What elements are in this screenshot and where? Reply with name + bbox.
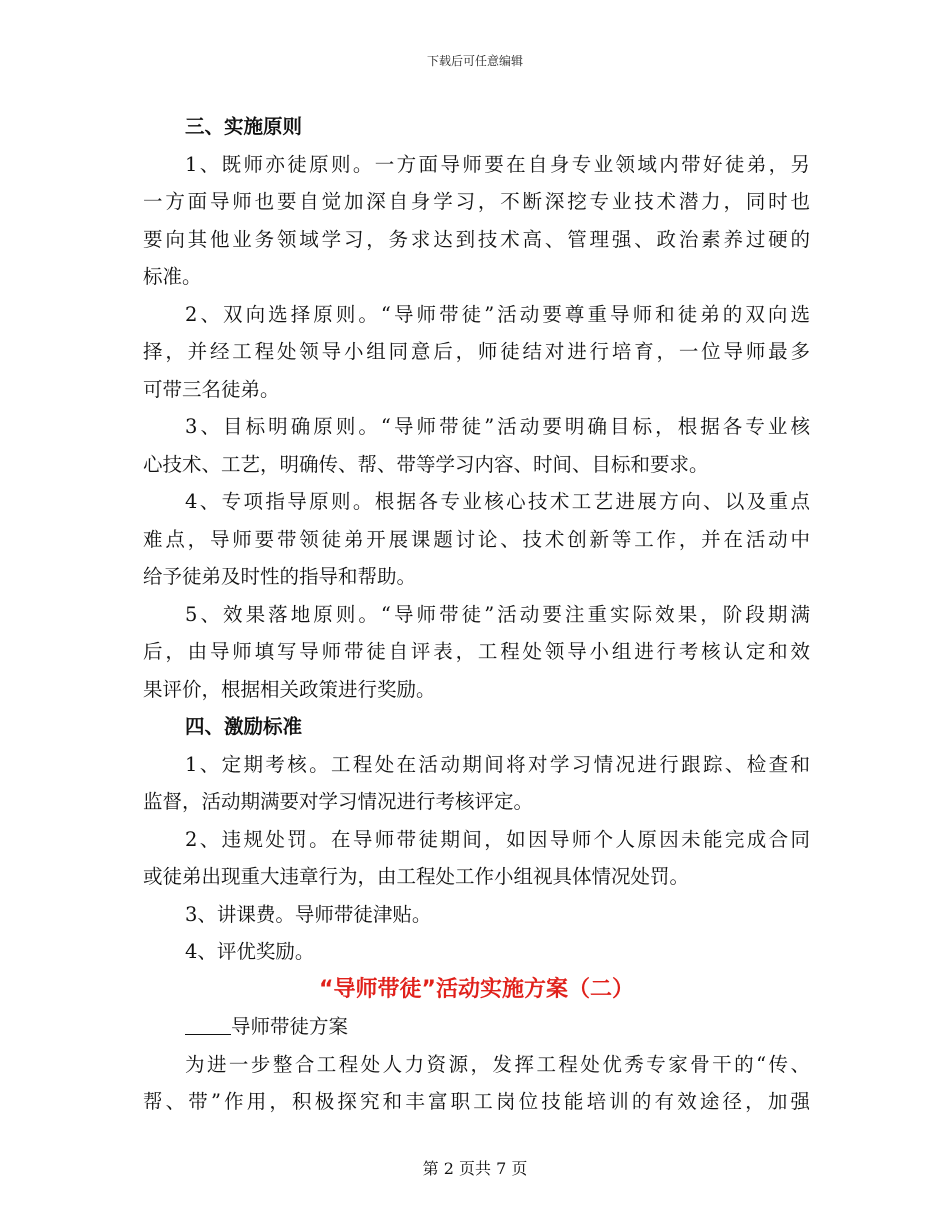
text-line: 要向其他业务领域学习，务求达到技术高、管理强、政治素养过硬的: [143, 227, 810, 251]
subtitle-line: [143, 1008, 810, 1046]
text-line: 2、违规处罚。在导师带徒期间，如因导师个人原因未能完成合同: [185, 827, 810, 851]
paragraph-3-2: [143, 296, 810, 409]
text-line: 可带三名徒弟。: [143, 377, 280, 401]
paragraph-4-4: 4、评优奖励。: [185, 940, 315, 963]
paragraph-5: [143, 1046, 810, 1121]
text-line: 择，并经工程处领导小组同意后，师徒结对进行培育，一位导师最多: [143, 340, 810, 363]
text-line: 或徒弟出现重大违章行为，由工程处工作小组视具体情况处罚。: [143, 865, 690, 888]
blank-underline: [185, 1014, 231, 1035]
text-line: 1、既师亦徒原则。一方面导师要在自身专业领域内带好徒弟，另: [185, 152, 810, 176]
text-line: 给予徒弟及时性的指导和帮助。: [143, 565, 417, 588]
text-line: 难点，导师要带领徒弟开展课题讨论、技术创新等工作，并在活动中: [143, 527, 810, 551]
paragraph-4-1: [143, 746, 810, 821]
text-line: 2、双向选择原则。“导师带徒”活动要尊重导师和徒弟的双向选: [185, 302, 810, 326]
text-line: 后，由导师填写导师带徒自评表，工程处领导小组进行考核认定和效: [143, 640, 810, 663]
paragraph-3-5: [143, 596, 810, 709]
text-line: 一方面导师也要自觉加深自身学习，不断深挖专业技术潜力，同时也: [143, 190, 810, 213]
paragraph-3-3: [143, 408, 810, 483]
text-line: 果评价，根据相关政策进行奖励。: [143, 677, 436, 701]
text-line: 1、定期考核。工程处在活动期间将对学习情况进行跟踪、检查和: [185, 752, 810, 776]
document-body: [143, 108, 810, 1121]
text-line: 监督，活动期满要对学习情况进行考核评定。: [143, 790, 534, 813]
section-heading-4: 四、激励标准: [185, 715, 303, 738]
paragraph-3-1: [143, 146, 810, 296]
text-line: 标准。: [143, 265, 202, 288]
subtitle-text: 导师带徒方案: [231, 1015, 349, 1038]
text-line: 帮、带”作用，积极探究和丰富职工岗位技能培训的有效途径，加强: [143, 1090, 810, 1113]
paragraph-4-3: 3、讲课费。导师带徒津贴。: [185, 902, 432, 926]
text-line: 心技术、工艺，明确传、帮、带等学习内容、时间、目标和要求。: [143, 452, 709, 476]
section-red-title: “导师带徒”活动实施方案（二）: [319, 976, 634, 1002]
paragraph-3-4: [143, 483, 810, 596]
text-line: 3、目标明确原则。“导师带徒”活动要明确目标，根据各专业核: [185, 415, 810, 438]
text-line: 为进一步整合工程处人力资源，发挥工程处优秀专家骨干的“传、: [185, 1052, 810, 1076]
text-line: 5、效果落地原则。“导师带徒”活动要注重实际效果，阶段期满: [185, 602, 810, 626]
text-line: 4、专项指导原则。根据各专业核心技术工艺进展方向、以及重点: [185, 490, 810, 513]
page-header: 下载后可任意编辑: [426, 54, 523, 68]
page-footer: 第 2 页共 7 页: [422, 1159, 528, 1178]
section-heading-3: 三、实施原则: [185, 115, 303, 138]
paragraph-4-2: [143, 821, 810, 896]
